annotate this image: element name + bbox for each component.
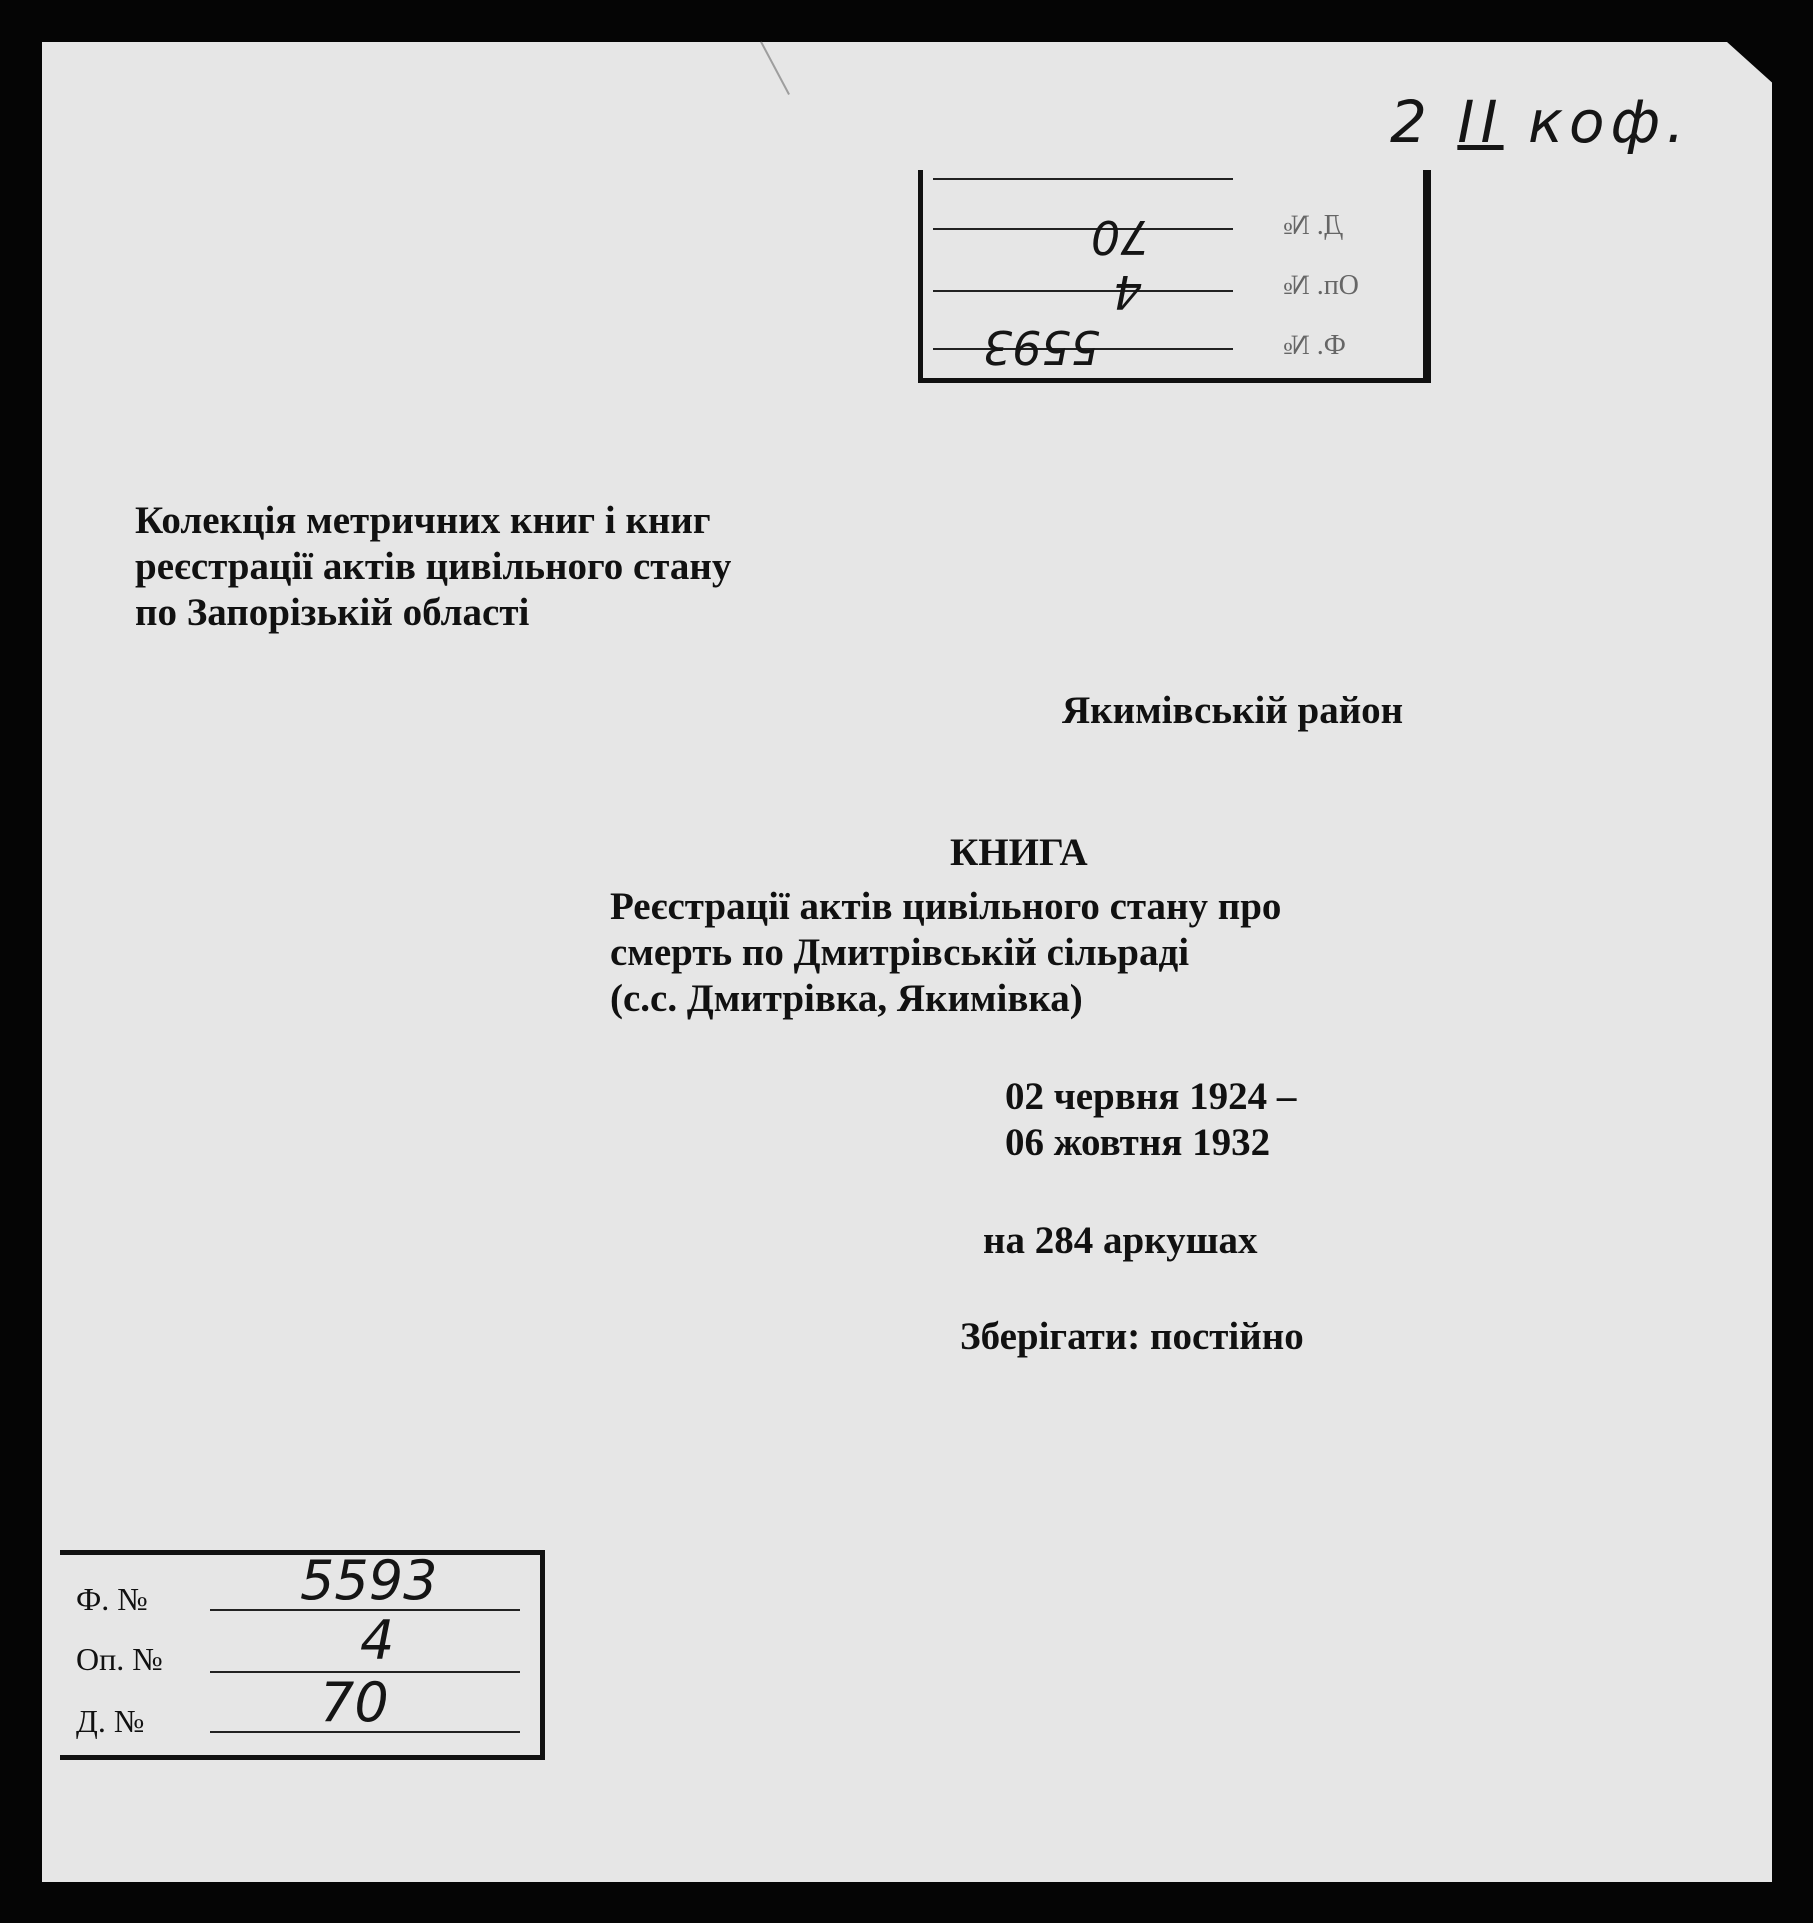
archive-stamp-upside-down xyxy=(918,170,1431,383)
collection-line: по Запорізькій області xyxy=(135,591,530,634)
stamp-top-value-sprava: 70 xyxy=(1091,210,1150,264)
sheet-count: на 284 аркушах xyxy=(983,1219,1258,1262)
stamp-line xyxy=(933,228,1233,230)
archive-stamp xyxy=(60,1550,545,1760)
retention-period: Зберігати: постійно xyxy=(960,1315,1304,1358)
book-description xyxy=(610,884,1281,1022)
stamp-label-sprava: Д. № xyxy=(76,1703,145,1739)
collection-line: Колекція метричних книг і книг xyxy=(135,499,711,542)
book-title: КНИГА xyxy=(950,831,1088,874)
stamp-value-sprava: 70 xyxy=(320,1671,389,1734)
book-line: Реєстрації актів цивільного стану про xyxy=(610,885,1282,928)
stamp-top-value-opys: 4 xyxy=(1113,265,1143,319)
book-line: смерть по Дмитрівській сільраді xyxy=(610,931,1190,974)
date-to: 06 жовтня 1932 xyxy=(1005,1121,1271,1164)
stamp-top-label-fond: Ф. № xyxy=(1283,330,1346,361)
date-range xyxy=(1005,1074,1296,1166)
corner-note-abbr: коф. xyxy=(1528,88,1691,156)
stamp-value-opys: 4 xyxy=(360,1609,395,1672)
stamp-label-opys: Оп. № xyxy=(76,1641,163,1677)
date-from: 02 червня 1924 – xyxy=(1005,1075,1297,1118)
stamp-value-fond: 5593 xyxy=(300,1549,438,1612)
corner-note-number: 2 xyxy=(1390,88,1433,156)
district-name: Якимівській район xyxy=(1062,689,1404,732)
collection-line: реєстрації актів цивільного стану xyxy=(135,545,732,588)
stamp-line xyxy=(933,290,1233,292)
stamp-top-label-sprava: Д. № xyxy=(1283,210,1343,241)
stamp-top-label-opys: Оп. № xyxy=(1283,270,1359,301)
stamp-line xyxy=(933,178,1233,180)
handwritten-corner-note xyxy=(1390,88,1691,156)
book-line: (с.с. Дмитрівка, Якимівка) xyxy=(610,977,1083,1020)
stamp-top-value-fond: 5593 xyxy=(983,320,1101,374)
stamp-label-fond: Ф. № xyxy=(76,1581,148,1617)
collection-heading xyxy=(135,498,731,636)
corner-note-roman: II xyxy=(1457,88,1504,156)
